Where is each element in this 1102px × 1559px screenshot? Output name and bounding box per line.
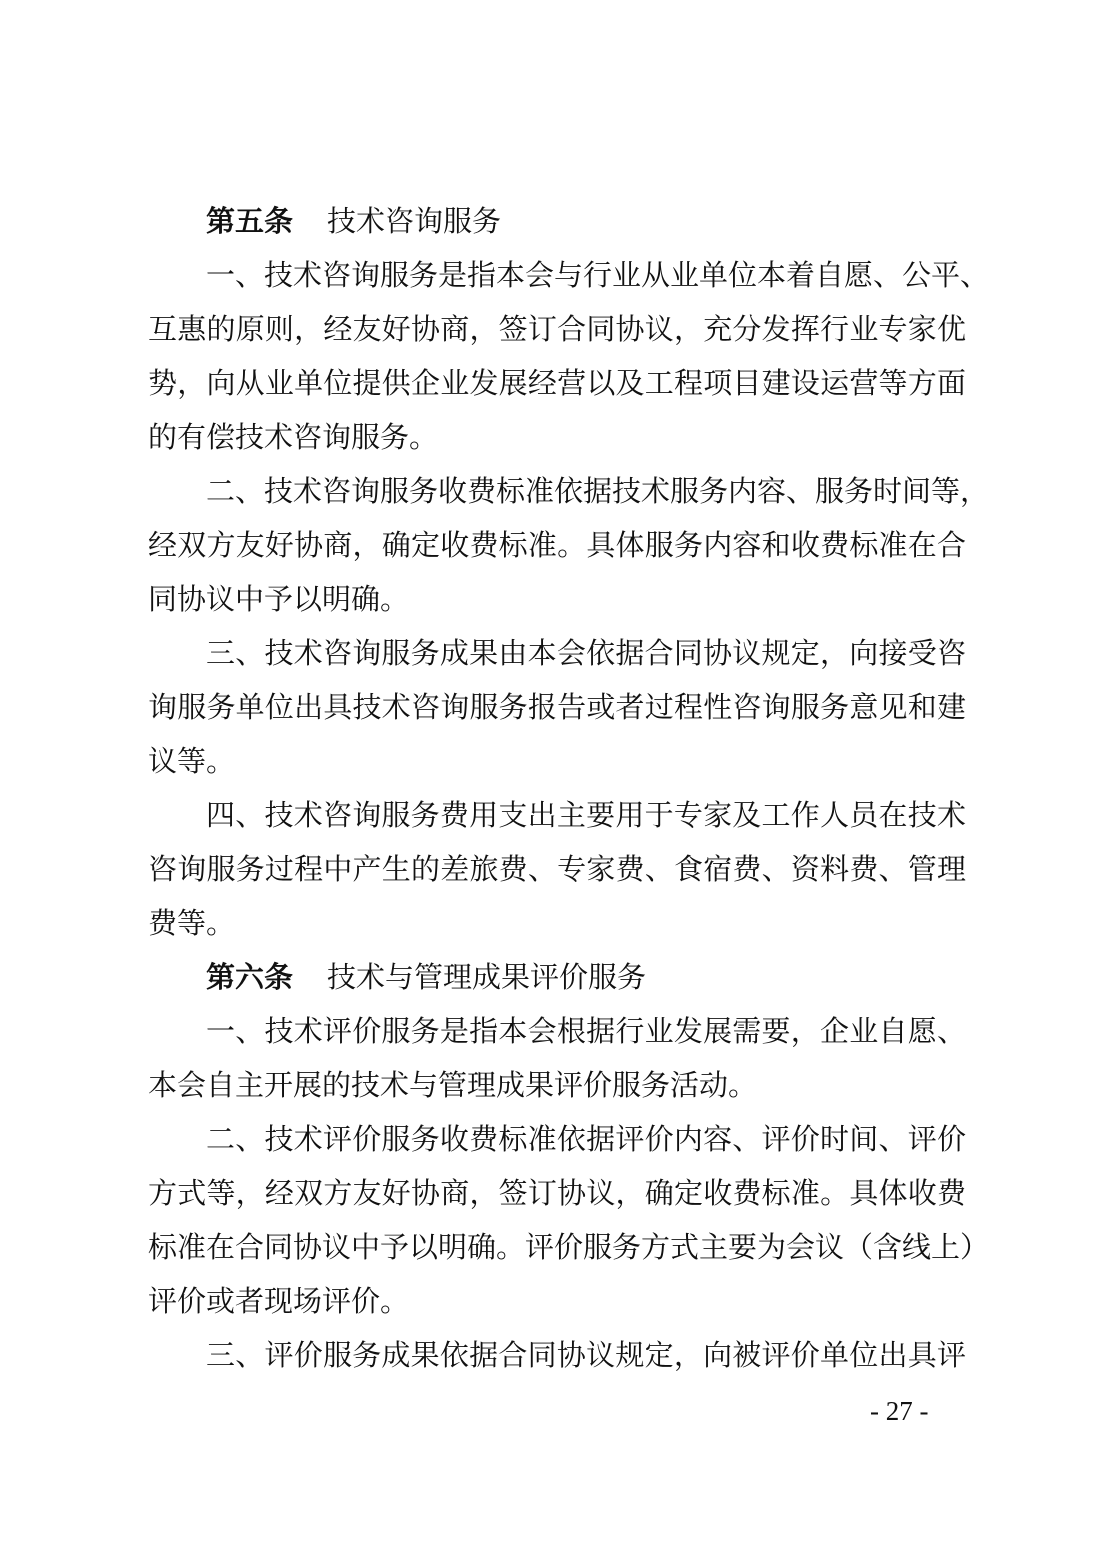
paragraph-line: 四、技术咨询服务费用支出主要用于专家及工作人员在技术 xyxy=(206,798,966,832)
paragraph-line: 费等。 xyxy=(148,906,236,940)
article-number: 第六条 xyxy=(206,960,294,994)
paragraph-line: 三、技术咨询服务成果由本会依据合同协议规定，向接受咨 xyxy=(206,636,966,670)
article-title: 技术咨询服务 xyxy=(327,204,502,238)
paragraph-line: 同协议中予以明确。 xyxy=(148,582,410,616)
article-number: 第五条 xyxy=(206,204,294,238)
article-heading xyxy=(148,194,966,248)
paragraph-line: 势，向从业单位提供企业发展经营以及工程项目建设运营等方面 xyxy=(148,366,966,400)
paragraph-line: 一、技术咨询服务是指本会与行业从业单位本着自愿、公平、 xyxy=(206,258,990,292)
paragraph-line: 二、技术咨询服务收费标准依据技术服务内容、服务时间等， xyxy=(206,474,990,508)
article-title: 技术与管理成果评价服务 xyxy=(327,960,647,994)
paragraph-line: 标准在合同协议中予以明确。评价服务方式主要为会议（含线上） xyxy=(148,1230,990,1264)
paragraph-line: 的有偿技术咨询服务。 xyxy=(148,420,439,454)
paragraph-line: 询服务单位出具技术咨询服务报告或者过程性咨询服务意见和建 xyxy=(148,690,966,724)
paragraph-line: 议等。 xyxy=(148,744,236,778)
paragraph-line: 三、评价服务成果依据合同协议规定，向被评价单位出具评 xyxy=(206,1338,966,1372)
paragraph-line: 评价或者现场评价。 xyxy=(148,1284,410,1318)
page-number: - 27 - xyxy=(870,1396,929,1426)
paragraph-line: 本会自主开展的技术与管理成果评价服务活动。 xyxy=(148,1068,758,1102)
paragraph-line: 方式等，经双方友好协商，签订协议，确定收费标准。具体收费 xyxy=(148,1176,966,1210)
paragraph-line: 二、技术评价服务收费标准依据评价内容、评价时间、评价 xyxy=(206,1122,966,1156)
document-body xyxy=(148,194,990,1382)
paragraph-line: 一、技术评价服务是指本会根据行业发展需要，企业自愿、 xyxy=(206,1014,966,1048)
article-heading xyxy=(148,950,966,1004)
paragraph-line: 互惠的原则，经友好协商，签订合同协议，充分发挥行业专家优 xyxy=(148,312,966,346)
paragraph-line: 咨询服务过程中产生的差旅费、专家费、食宿费、资料费、管理 xyxy=(148,852,966,886)
paragraph-line: 经双方友好协商，确定收费标准。具体服务内容和收费标准在合 xyxy=(148,528,966,562)
